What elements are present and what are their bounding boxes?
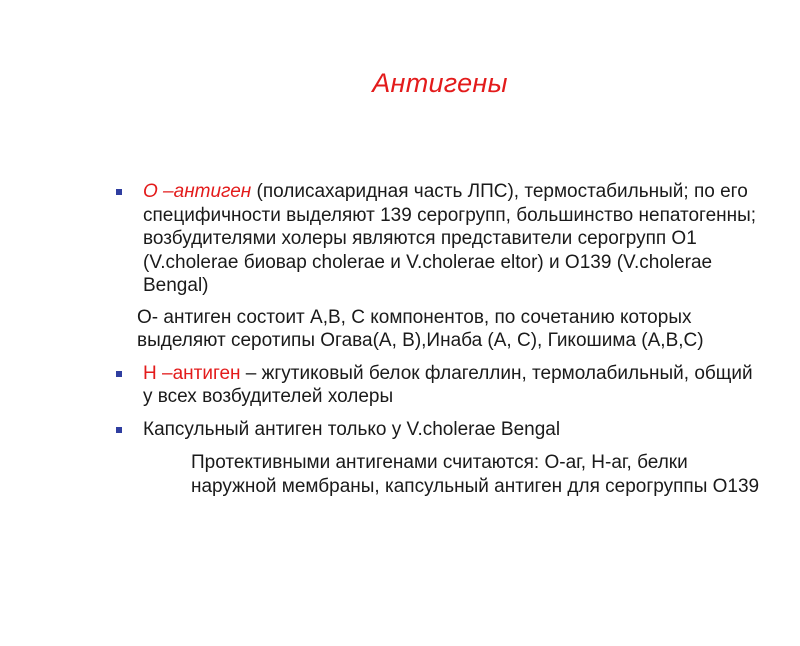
bullet-o-antigen xyxy=(0,180,800,298)
h-antigen-term: Н –антиген xyxy=(143,362,241,384)
slide-title: Антигены xyxy=(372,68,508,98)
capsular-antigen-text: Капсульный антиген только у V.cholerae Bengal xyxy=(143,418,561,440)
o-antigen-term: О –антиген xyxy=(143,181,252,202)
protective-antigens-text: Протективными антигенами считаются: О-аг, Н-аг, белки наружной мембраны, капсульный антиген для серогруппы О139 xyxy=(191,452,760,497)
square-bullet-icon xyxy=(116,427,122,433)
square-bullet-icon xyxy=(116,189,122,195)
o-antigen-description: (полисахаридная часть ЛПС), термостабильный; по его специфичности выделяют 139 серогрупп, большинство непатогенны; возбудителями холеры являются представители серогрупп О1 (V.cholerae биовар cholerae и V.cholerae eltor) и О139 (V.cholerae Bengal) xyxy=(143,181,757,296)
square-bullet-icon xyxy=(116,371,122,377)
h-antigen-description: – жгутиковый белок флагеллин, термолабильный, общий у всех возбудителей холеры xyxy=(143,362,753,407)
slide-content xyxy=(0,180,800,498)
protective-antigens-paragraph xyxy=(0,451,800,498)
bullet-h-antigen xyxy=(0,362,800,409)
o-antigen-components-paragraph xyxy=(0,306,800,353)
o-antigen-components-text: О- антиген состоит А,В, С компонентов, по сочетанию которых выделяют серотипы Огава(А, В),Инаба (А, С), Гикошима (А,В,С) xyxy=(137,306,704,351)
bullet-capsular-antigen xyxy=(0,418,800,442)
